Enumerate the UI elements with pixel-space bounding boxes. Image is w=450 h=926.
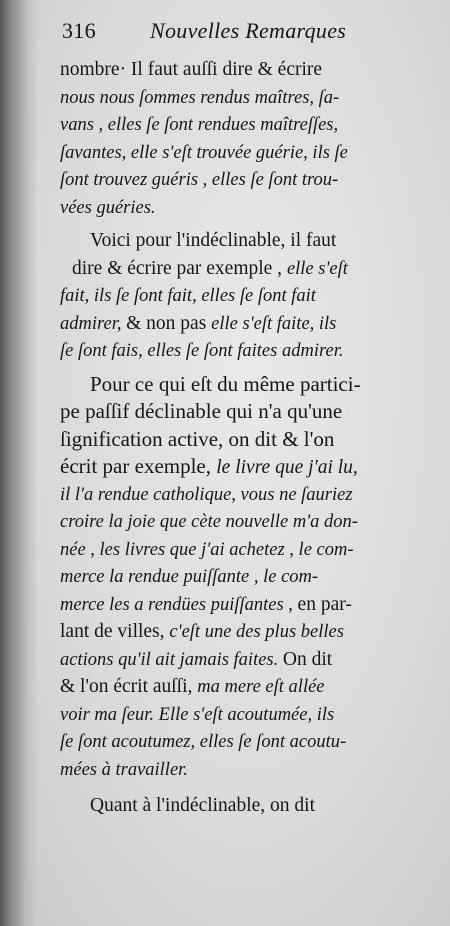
roman-text: écrit par exemple, (60, 454, 217, 478)
italic-text: elle s'eſt (286, 258, 348, 279)
roman-text: Pour ce qui eſt du même partici- (90, 371, 361, 396)
roman-text: lant de villes, (60, 621, 170, 642)
italic-text: c'eſt une des plus belles (169, 622, 344, 642)
text-line (60, 646, 412, 674)
italic-text: ſont trouvez guéris , elles ſe ſont trou- (60, 170, 339, 190)
italic-text: elle s'eſt faite, ils (211, 313, 337, 334)
roman-text: ſignification active, on dit & l'on (60, 426, 335, 451)
text-line (60, 56, 412, 84)
italic-text: il l'a rendue catholique, vous ne ſauriez (60, 484, 353, 505)
roman-text: dire & écrire par exemple , (72, 257, 287, 279)
text-line (60, 701, 412, 729)
italic-text: croire la joie que cète nouvelle m'a don- (60, 512, 358, 532)
roman-text: & non pas (126, 312, 212, 334)
text-line (60, 111, 412, 139)
text-line (60, 728, 412, 756)
italic-text: née , les livres que j'ai achetez , le com- (60, 539, 354, 560)
italic-text: le livre que j'ai lu, (216, 457, 358, 478)
italic-text: voir ma ſeur. Elle s'eſt acoutumée, ils (60, 704, 335, 725)
page-gutter-shadow (0, 0, 38, 926)
text-line (60, 618, 412, 646)
italic-text: vées guéries. (60, 197, 156, 218)
text-line (60, 337, 412, 365)
text-line (60, 255, 412, 283)
text-line (60, 398, 412, 426)
roman-text: On dit (282, 648, 333, 670)
roman-text: Quant à l'indéclinable, on dit (90, 795, 315, 816)
roman-text: nombre· Il faut auſſi dire & écrire (60, 59, 323, 80)
text-line (60, 227, 412, 255)
text-line (60, 673, 412, 701)
italic-text: vans , elles ſe ſont rendues maîtreſſes, (60, 115, 339, 135)
text-line (60, 508, 412, 536)
italic-text: ſe ſont fais, elles ſe ſont faites admirer. (60, 341, 344, 361)
text-line (60, 84, 412, 112)
running-title: Nouvelles Remarques (150, 18, 347, 43)
text-line (60, 426, 412, 454)
italic-text: ſavantes, elle s'eſt trouvée guérie, ils ſe (60, 142, 348, 163)
page-header (62, 18, 422, 48)
roman-text: en par- (297, 593, 352, 615)
page-number: 316 (62, 18, 96, 43)
italic-text: fait, ils ſe ſont fait, elles ſe ſont fait (60, 286, 316, 306)
text-line (60, 194, 412, 222)
text-line (60, 536, 412, 564)
italic-text: ſe ſont acoutumez, elles ſe ſont acoutu- (60, 732, 347, 752)
text-line (60, 371, 412, 399)
text-line (60, 481, 412, 509)
italic-text: admirer, (60, 313, 127, 334)
italic-text: actions qu'il ait jamais faites. (60, 649, 283, 670)
text-line (60, 453, 412, 481)
text-line (60, 756, 412, 784)
italic-text: merce les a rendües puiſſantes , (60, 594, 298, 615)
italic-text: nous nous ſommes rendus maîtres, ſa- (60, 87, 340, 108)
roman-text: Voici pour l'indéclinable, il faut (90, 230, 337, 251)
roman-text: pe paſſif déclinable qui n'a qu'une (60, 399, 343, 423)
italic-text: mées à travailler. (60, 759, 188, 780)
text-line (60, 792, 412, 820)
italic-text: merce la rendue puiſſante , le com- (60, 567, 319, 587)
text-line (60, 591, 412, 619)
roman-text: & l'on écrit auſſi, (60, 676, 198, 697)
italic-text: ma mere eſt allée (197, 677, 325, 697)
text-line (60, 563, 412, 591)
page-body-text (60, 56, 412, 820)
text-line (60, 310, 412, 338)
text-line (60, 166, 412, 194)
text-line (60, 139, 412, 167)
text-line (60, 282, 412, 310)
